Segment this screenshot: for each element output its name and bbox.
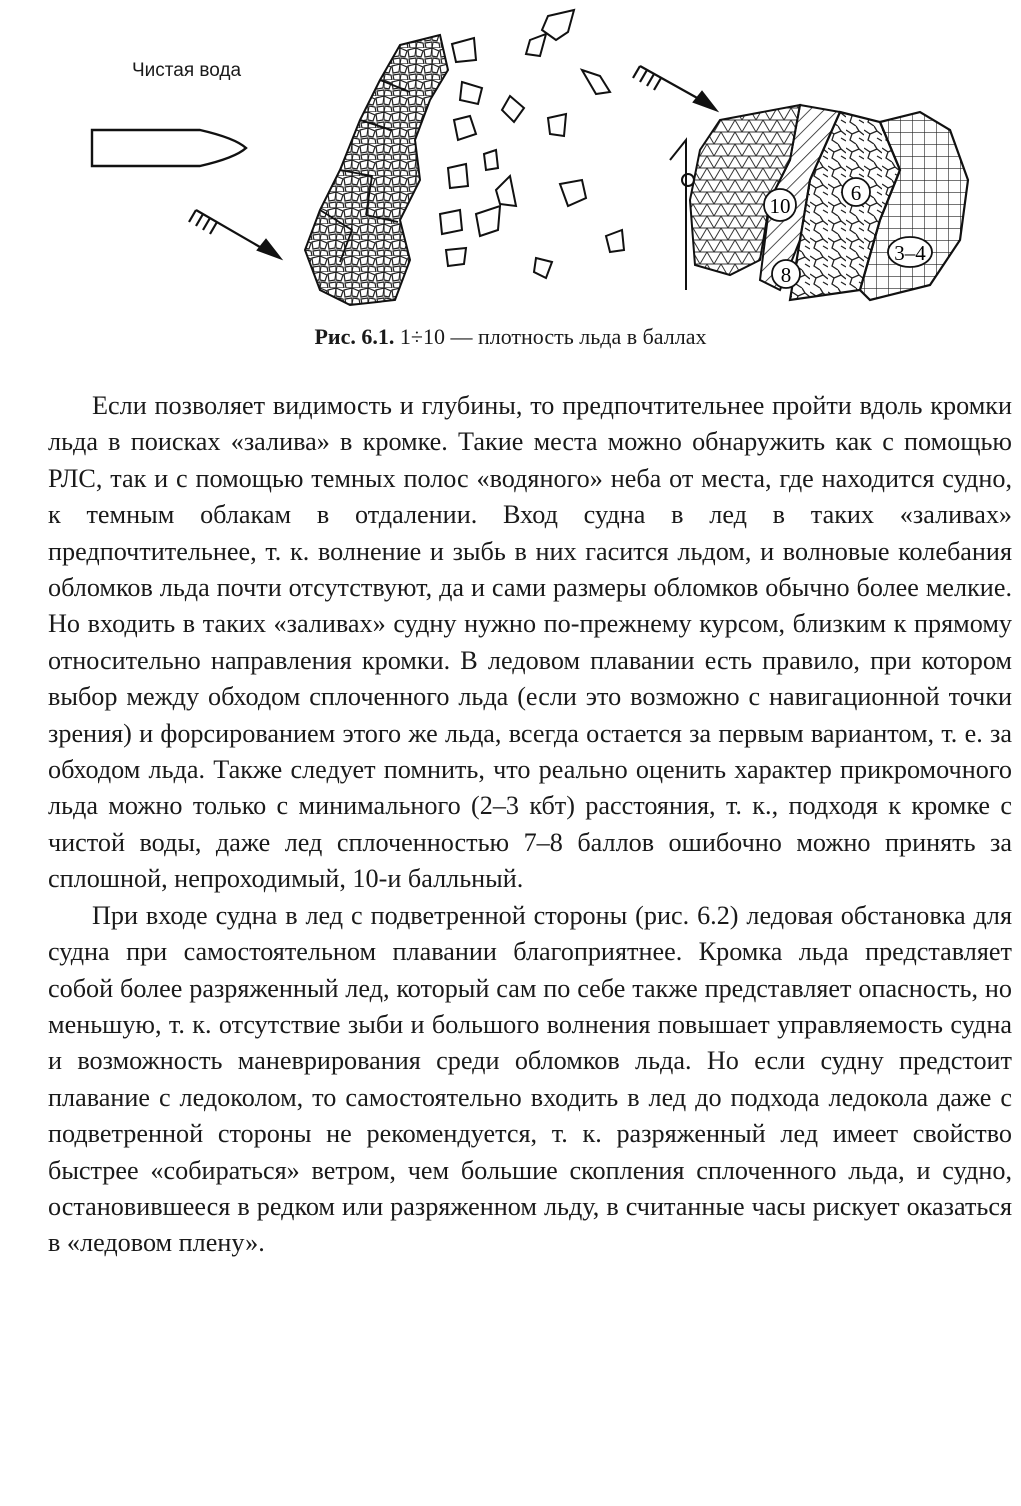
density-label-8: 8 bbox=[780, 263, 792, 287]
density-label-3-4: 3–4 bbox=[894, 241, 926, 265]
density-label-6: 6 bbox=[850, 181, 862, 205]
body-text bbox=[48, 388, 1012, 1262]
figure-drawing bbox=[0, 0, 1021, 320]
label-clear-water: Чистая вода bbox=[132, 60, 242, 81]
ice-floe-icon bbox=[440, 10, 624, 278]
wind-arrow-icon bbox=[189, 210, 280, 258]
figure-ice-density bbox=[0, 0, 1021, 320]
figure-caption bbox=[0, 322, 1021, 352]
wind-arrow-icon bbox=[633, 66, 716, 110]
caption-text: 1÷10 — плотность льда в баллах bbox=[399, 324, 707, 349]
paragraph: Если позволяет видимость и глубины, то предпочтительнее пройти вдоль кромки льда в поисках «залива» в кромке. Такие места можно обнаружить как с помощью РЛС, так и с помощью темных полос «водяного» неба от места, где находится судно, к темным облакам в отдалении. Вход судна в лед в таких «заливах» предпочтительнее, т. к. волнение и зыбь в них гасится льдом, и волновые колебания обломков льда почти отсутствуют, да и сами размеры обломков обычно более мелкие. Но входить в таких «заливах» судну нужно по-прежнему курсом, близким к прямому относительно направления кромки. В ледовом плавании есть правило, при котором выбор между обходом сплоченного льда (если это возможно с навигационной точки зрения) и форсированием этого же льда, всегда остается за первым вариантом, т. е. за обходом льда. Также следует помнить, что реально оценить характер прикромочного льда можно только с минимального (2–3 кбт) расстояния, т. к., подходя к кромке с чистой воды, даже лед сплоченностью 7–8 баллов ошибочно можно принять за сплошной, непроходимый, 10-и балльный. bbox=[48, 391, 1012, 894]
ship-hull-icon bbox=[92, 130, 246, 166]
density-label-10: 10 bbox=[769, 194, 791, 218]
paragraph: При входе судна в лед с подветренной стороны (рис. 6.2) ледовая обстановка для судна при самостоятельном плавании благоприятнее. Кромка льда представляет собой более разряженный лед, который сам по себе также представляет опасность, но меньшую, т. к. отсутствие зыби и большого волнения повышает управляемость судна и возможность маневрирования среди обломков льда. Но если судну предстоит плавание с ледоколом, то самостоятельно входить в лед до подхода ледокола даже с подветренной стороны не рекомендуется, т. к. разряженный лед имеет свойство быстрее «собираться» ветром, чем большие скопления сплоченного льда, и судно, остановившееся в редком или разряженном льду, в считанные часы рискует оказаться в «ледовом плену». bbox=[48, 900, 1012, 1258]
caption-number: Рис. 6.1. bbox=[314, 324, 395, 349]
ice-floe-icon bbox=[305, 35, 448, 305]
